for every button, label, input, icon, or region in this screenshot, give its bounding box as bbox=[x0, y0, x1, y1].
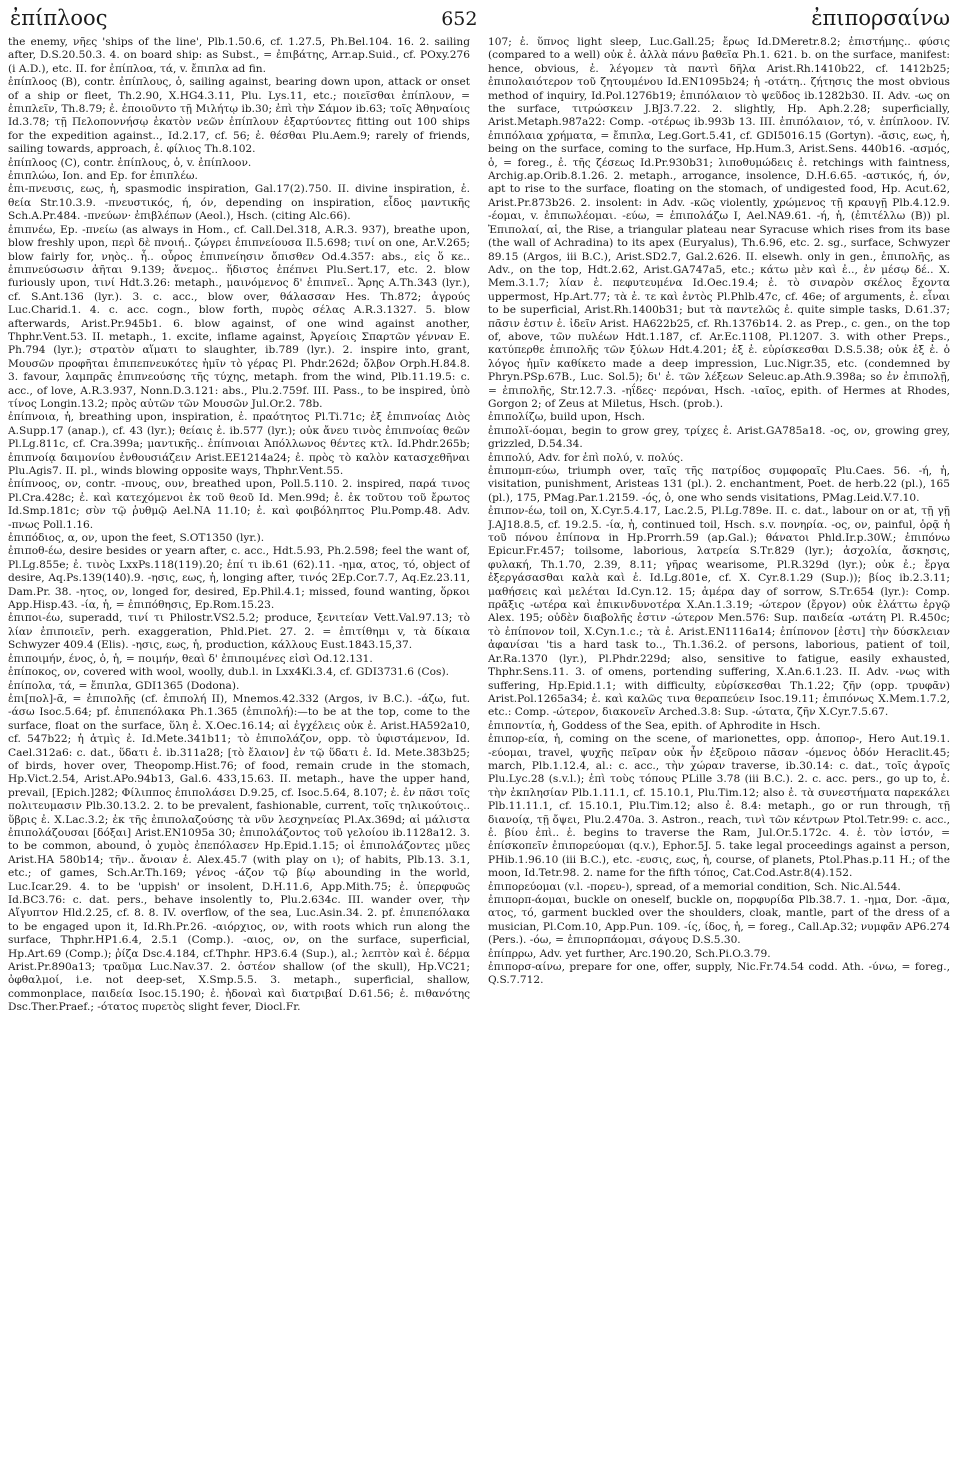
left-column bbox=[8, 36, 470, 1015]
dictionary-entry: ἐπιπορ-εία, ἡ, coming on the scene, of marionettes, opp. ἀποπορ-, Hero Aut.19.1. -εύομαι, travel, ψυχῆς πεῖραν οὐκ ἦν ἐξεῦροιο πᾶσαν -όμενος ὁδόν Heraclit.45; march, Plb.1.12.4, al.: c. acc., τὴν χώραν traverse, ib.30.14: c. dat., τοῖς ἀγροῖς Plu.Lyc.28 (s.v.l.); ἐπὶ τοὺς τόπους PLille 3.78 (iii B.C.). 2. c. acc. pers., go up to, ἐ. τὴν ἐκπλησίαν Plb.1.11.1, cf. 15.10.1, Plu.Tim.12; also ἐ. τὰ συνεστήματα παρεκάλει Plb.11.11.1, cf. 15.10.1, Plu.Tim.12; also ἐ. 8.4: metaph., go or run through, τῇ διανοίᾳ, τῇ ὄψει, Plu.2.470a. 3. Astron., reach, τινὶ τῶν κέντρων Ptol.Tetr.99: c. acc., ἐ. βίου ἐπὶ.. ἐ. begins to traverse the Ram, Jul.Or.5.172c. 4. ἐ. τὸν ἰστόν, = ἐπίσκοπεῖν ἐπιπορεύομαι (q.v.), Ephor.5J. 5. take legal proceedings against a person, PHib.1.96.10 (iii B.C.), etc. -ευσις, εως, ἡ, course, of planets, Ptol.Phas.p.11 H.; of the moon, Id.Tetr.98. 2. name for the fifth τόπος, Cat.Cod.Astr.8(4).152. bbox=[488, 733, 950, 880]
dictionary-entry: ἐπιπορπ-άομαι, buckle on oneself, buckle on, πορφυρίδα Plb.38.7. 1. -ημα, Dor. -ᾶμα, ατος, τό, garment buckled over the shoulders, cloak, mantle, part of the dress of a musician, Pl.Com.10, App.Pun. 109. -ίς, ίδος, ἡ, = foreg., Call.Ap.32; νυμφᾶν AP6.274 (Pers.). -όω, = ἐπιπορπάομαι, σάγους D.S.5.30. bbox=[488, 894, 950, 947]
dictionary-entry: ἐπιποιμήν, ένος, ὁ, ἡ, = ποιμήν, θεαὶ δ' ἐπιποιμένες εἰσὶ Od.12.131. bbox=[8, 652, 373, 665]
dictionary-entry: ἐπιποι-έω, superadd, τινί τι Philostr.VS2.5.2; produce, ξενιτείαν Vett.Val.97.13; τὸ λίαν ἐπιποιεῖν, perh. exaggeration, Phld.Piet. 27. 2. = ἐπιτίθημι v, τὰ δίκαια Schwyzer 409.4 (Elis). -ησις, εως, ἡ, production, κάλλους Eust.1843.15,37. bbox=[8, 612, 470, 652]
dictionary-entry: ἐπιπλώω, Ion. and Ep. for ἐπιπλέω. bbox=[8, 170, 198, 183]
dictionary-entry: ἐπιπνέω, Ep. -πνείω (as always in Hom., cf. Call.Del.318, A.R.3. 937), breathe upon, blow freshly upon, περὶ δὲ πνοιή.. ζώγρει ἐπιπνείουσα Il.5.698; τινί on one, Ar.V.265; blow fairly for, νηὸς.. ἧ.. οὖρος ἐπιπνείησιν ὄπισθεν Od.4.357: abs., εἰς ὅ κε.. ἐπιπνεύσωσιν ἀῆται 9.139; ἄνεμος.. ἥδιστος ἐπέπνει Plu.Sert.17, etc. 2. blow furiously upon, τινί Hdt.3.26: metaph., μαινόμενος δ' ἐπιπνεῖ.. Ἄρης A.Th.343 (lyr.), cf. S.Ant.136 (lyr.). 3. c. acc., blow over, θάλασσαν Hes. Th.872; ἀγρούς Luc.Charid.1. 4. c. acc. cogn., blow forth, πυρὸς σέλας A.R.3.1327. 5. blow afterwards, Arist.Pr.945b1. 6. blow against, of one wind against another, Thphr.Vent.53. II. metaph., 1. excite, inflame against, Ἀργείοις Σπαρτῶν γένναν E. Ph.794 (lyr.); στρατὸν αἵματι to slaughter, ib.789 (lyr.). 2. inspire into, grant, Μουσῶν προφῆται ἐπιπεπνευκότες ἡμῖν τὸ γέρας Pl. Phdr.262d; ὄλβον Orph.H.84.8. 3. favour, λαμπρᾶς ἐπιπνεούσης τῆς τύχης, metaph. from the wind, Plb.11.19.5: c. acc., of love, A.R.3.937, Nonn.D.3.121: abs., Plu.2.759f. III. Pass., to be inspired, ὑπὸ τίνος Longin.13.2; πρὸς αὐτῶν τῶν Μουσῶν Jul.Or.2. 78b. bbox=[8, 223, 470, 410]
dictionary-entry: ἐπιπολῐ-όομαι, begin to grow grey, τρίχες ἐ. Arist.GA785a18. -ος, ον, growing grey, grizzled, D.54.34. bbox=[488, 424, 950, 451]
dictionary-entry: 107; ἐ. ὕπνος light sleep, Luc.Gall.25; ἔρως Id.DMeretr.8.2; ἐπιστήμης.. φύσις (compared to a well) οὐκ ἐ. ἀλλὰ πάνυ βαθεῖα Ph.1. 621. b. on the surface, manifest: hence, obvious, ἐ. λέγομεν τὰ παντὶ δῆλα Arist.Rh.1410b22, cf. 1412b25; ἐπιπολαιότερον τοῦ ζητουμένου Id.EN1095b24; ἡ -οτάτη.. ζήτησις the most obvious method of inquiry, Id.Pol.1276b19; ἐπιπόλαιον τὸ ψεῦδος ib.1282b30. II. Adv. -ως on the surface, τιτρώσκειν J.BJ3.7.22. 2. slightly, Hp. Aph.2.28; superficially, Arist.Metaph.987a22: Comp. -οτέρως ib.993b 13. III. ἐπιπόλαιον, τό, v. ἐπίπλοον. IV. ἐπιπόλαια χρήματα, = ἔπιπλα, Leg.Gort.5.41, cf. GDI5016.15 (Gortyn). -ᾰσις, εως, ἡ, being on the surface, coming to the surface, Hp.Hum.3, Arist.Sens. 440b16. -ασμός, ὁ, = foreg., ἐ. τῆς ζέσεως Id.Pr.930b31; λιποθυμώδεις ἐ. retchings with faintness, Archig.ap.Orib.8.1.26. 2. metaph., arrogance, insolence, D.H.6.65. -αστικός, ή, όν, apt to rise to the surface, floating on the stomach, of undigested food, Hp. Acut.62, Arist.Pr.873b26. 2. insolent: in Adv. -κῶς violently, χρώμενος τῇ κραυγῇ Plb.4.12.9. -έομαι, v. ἐπιπωλέομαι. -εύω, = ἐπιπολάζω I, Ael.NA9.61. -ή, ἡ, (ἐπιτέλλω (B)) pl. Ἐπιπολαί, αἱ, the Rise, a triangular plateau near Syracuse which rises from its base (the wall of Achradina) to its apex (Euryalus), Th.6.96, etc. 2. sg., surface, Schwyzer 89.15 (Argos, iii B.C.), Arist.SD2.7, Gal.2.626. II. elsewh. only in gen., ἐπιπολῆς, as Adv., on the top, Hdt.2.62, Arist.GA747a5, etc.; κάτω μὲν καὶ ἐ.., ἐν μέσῳ δέ.. X. Mem.3.1.7; λίαν ἐ. πεφυτευμένα Id.Oec.19.4; ἐ. τὸ σιναρὸν σκέλος ἔχοντα uppermost, Hp.Art.77; τὰ ἐ. τε καὶ ἐντὸς Pl.Phlb.47c, cf. 46e; of arguments, ἐ. εἶναι to be superficial, Arist.Rh.1400b31; but τὰ παντελῶς ἐ. quite simple tasks, D.61.37; πᾶσιν ἐστιν ἐ. ἰδεῖν Arist. HA622b25, cf. Rh.1376b14. 2. as Prep., c. gen., on the top of, above, τῶν πυλέων Hdt.1.187, cf. Ar.Ec.1108, Pl.1207. 3. with other Preps., κατύπερθε ἐπιπολῆς τῶν ξύλων Hdt.4.201; ἐξ ἐ. εὑρίσκεσθαι D.S.5.38; οὐκ ἐξ ἐ. ὁ λόγος ἡμῖν καθίκετο made a deep impression, Luc.Nigr.35, etc. (condemned by Phryn.PSp.67B., Luc. Sol.5); δι' ἐ. τῶν λέξεων Seleuc.ap.Ath.9.398a; so ἐν ἐπιπολῇ, = ἐπιπολῆς, Str.12.7.3. -ηΐδες· περόναι, Hsch. -ιαῖος, epith. of Hermes at Rhodes, Gorgon 2; of Zeus at Miletus, Hsch. (prob.). bbox=[488, 36, 950, 410]
page-header bbox=[8, 6, 952, 36]
dictionary-entry: ἐπιπομπ-εύω, triumph over, ταῖς τῆς πατρίδος συμφοραῖς Plu.Caes. 56. -ή, ἡ, visitation, punishment, Aristeas 131 (pl.). 2. enchantment, Poet. de herb.22 (pl.), 165 (pl.), 175, PMag.Par.1.2159. -ός, ὁ, one who sends visitations, PMag.Leid.V.7.10. bbox=[488, 465, 950, 504]
right-guideword: ἐπιπορσαίνω bbox=[811, 6, 950, 30]
dictionary-entry: ἐπιπορσ-αίνω, prepare for one, offer, supply, Nic.Fr.74.54 codd. Ath. -ύνω, = foreg., Q.S.7.712. bbox=[488, 961, 950, 987]
dictionary-entry: ἐπίπλοος (B), contr. ἐπίπλους, ὁ, sailing against, bearing down upon, attack or onset of a ship or fleet, Th.2.90, X.HG4.3.11, Plu. Lys.11, etc.; ποιεῖσθαι ἐπίπλουν, = ἐπιπλεῖν, Th.8.79; ἐ. ἐποιοῦντο τῇ Μιλήτῳ ib.30; ἐπὶ τὴν Σάμον ib.63; τοῖς Ἀθηναίοις Id.3.78; τῇ Πελοποννήσῳ ἑκατὸν νεῶν ἐπίπλουν ἐξαρτύοντες fitting out 100 ships for the expedition against.., Id.2.17, cf. 56; ἐ. θέσθαι Plu.Aem.9; rarely of friends, sailing towards, approach, ἐ. φίλιος Th.8.102. bbox=[8, 76, 470, 156]
dictionary-entry: ἐπιπορεύομαι (v.l. -πορευ-), spread, of a memorial condition, Sch. Nic.Al.544. bbox=[488, 880, 901, 893]
right-column bbox=[488, 36, 950, 1015]
dictionary-entry: ἐπίπνοια, ἡ, breathing upon, inspiration, ἐ. πραότητος Pl.Ti.71c; ἐξ ἐπιπνοίας Διὸς A.Supp.17 (anap.), cf. 43 (lyr.); θείαις ἐ. ib.577 (lyr.); οὐκ ἄνευ τινὸς ἐπιπνοίας θεῶν Pl.Lg.811c, cf. Cra.399a; μαντικῆς.. ἐπίπνοιαι Ἀπόλλωνος θέντες κτλ. Id.Phdr.265b; ἐπιπνοίᾳ δαιμονίου ἐνθουσιάζειν Arist.EE1214a24; ἐ. πρὸς τὸ καλὸν κατασχεθῆναι Plu.Agis7. II. pl., winds blowing opposite ways, Thphr.Vent.55. bbox=[8, 411, 470, 477]
dictionary-entry: ἐπιποντία, ἡ, Goddess of the Sea, epith. of Aphrodite in Hsch. bbox=[488, 719, 821, 732]
dictionary-entry: ἐπίπλοος (C), contr. ἐπίπλους, ὁ, v. ἐπίπλοον. bbox=[8, 156, 252, 169]
dictionary-entry: ἐπιποθ-έω, desire besides or yearn after, c. acc., Hdt.5.93, Ph.2.598; feel the want of, Pl.Lg.855e; ἐ. τινὸς LxxPs.118(119).20; ἐπί τι ib.61 (62).11. -ημα, ατος, τό, object of desire, Aq.Ps.139(140).9. -ησις, εως, ἡ, longing after, τινός 2Ep.Cor.7.7, Aq.Ez.23.11, Dam.Pr. 38. -ητος, ον, longed for, desired, Ep.Phil.4.1; missed, found wanting, ὅρκοι App.Hisp.43. -ία, ἡ, = ἐπιπόθησις, Ep.Rom.15.23. bbox=[8, 545, 470, 612]
dictionary-entry: ἐπίπρρω, Adv. yet further, Arc.190.20, Sch.Pi.O.3.79. bbox=[488, 947, 771, 960]
dictionary-entry: ἐπίπνοος, ον, contr. -πνους, ουν, breathed upon, Poll.5.110. 2. inspired, παρά τινος Pl.Cra.428c; ἐ. καὶ κατεχόμενοι ἐκ τοῦ θεοῦ Id. Men.99d; ἐ. ἐκ τοῦτου τοῦ ἔρωτος Id.Smp.181c; σὺν τῷ ῥυθμῷ Ael.NA 11.10; ἐ. καὶ φοιβόληπτος Plu.Pomp.48. Adv. -πνως Poll.1.16. bbox=[8, 478, 470, 531]
dictionary-entry: ἐπι[πολ]-ᾶ, = ἐπιπολῆς (cf. ἐπιπολή II), Mnemos.42.332 (Argos, iv B.C.). -άζω, fut. -άσω Isoc.5.64; pf. ἐπιπεπόλακα Ph.1.365 (ἐπιπολή):—to be at the top, come to the surface, float on the surface, ὕλη ἐ. X.Oec.16.14; αἱ ἐγχέλεις οὐκ ἐ. Arist.HA592a10, cf. 547b22; ἡ ἀτμὶς ἐ. Id.Mete.341b11; τὸ ἐπιπολάζον, opp. τὸ ὑφιστάμενον, Id. Cael.312a6: c. dat., ὕδατι ἐ. ib.311a28; [τὸ ἔλαιον] ἐν τῷ ὕδατι ἐ. Id. Mete.383b25; of birds, hover over, Theopomp.Hist.76; of food, remain crude in the stomach, Hp.Vict.2.54, Arist.APo.94b13, Gal.6. 433,15.63. II. metaph., have the upper hand, prevail, [Epich.]282; Φίλιππος ἐπιπολάσει D.9.25, cf. Isoc.5.64, 8.107; ἐ. ἐν πᾶσι τοῖς πολιτευμασιν Plb.30.13.2. 2. to be prevalent, fashionable, current, τοῖς τηλικούτοις.. ὕβρις ἐ. X.Lac.3.2; ἐκ τῆς ἐπιπολαζούσης τὰ νῦν λεσχηνείας Pl.Ax.369d; αἱ μάλιστα ἐπιπολάζουσαι [δόξαι] Arist.EN1095a 30; ἐπιπολάζοντος τοῦ γελοίου ib.1128a12. 3. to be common, abound, ὁ χυμὸς ἐπεπόλασεν Hp.Epid.1.15; οἱ ἐπιπολάζοντες μῦες Arist.HA 580b14; τῆν.. ἄνοιαν ἐ. Alex.45.7 (with play on ι); of habits, Plb.13. 3.1, etc.; of games, Sch.Ar.Th.169; γένος -άζον τῷ βίῳ abounding in the world, Luc.Icar.29. 4. to be 'uppish' or insolent, D.H.11.6, App.Mith.75; ἐ. ὑπερφυῶς Id.BC3.76: c. dat. pers., behave insolently to, Plu.2.634c. III. wander over, τὴν Αἴγυπτον Hld.2.25, cf. 8. 8. IV. overflow, of the sea, Luc.Asin.34. 2. pf. ἐπιπεπόλακα to be engaged upon it, Id.Rh.Pr.26. -αιόρχιος, ον, with roots which run along the surface, Thphr.HP1.6.4, 2.5.1 (Comp.). -αιος, ον, on the surface, superficial, Hp.Art.69 (Comp.); ῥίζα Dsc.4.184, cf.Thphr. HP3.6.4 (Sup.), al.; λεπτὸν καὶ ἐ. δέρμα Arist.Pr.890a13; τραῦμα Luc.Nav.37. 2. ὀστέον shallow (of the skull), Hp.VC21; ὀφθαλμοί, i.e. not deep-set, X.Smp.5.5. 3. metaph., superficial, shallow, commonplace, παιδεία Isoc.15.190; ἐ. ἡδοναὶ καὶ διατριβαί D.61.56; ἐ. πιθανότης Dsc.Ther.Praef.; -ότατος πυρετὸς slight fever, Diocl.Fr. bbox=[8, 692, 470, 1014]
page-number: 652 bbox=[441, 8, 478, 30]
left-guideword: ἐπίπλοος bbox=[10, 6, 108, 30]
dictionary-entry: ἐπι-πνευσις, εως, ἡ, spasmodic inspiration, Gal.17(2).750. II. divine inspiration, ἐ. θεία Str.10.3.9. -πνευστικός, ή, όν, depending on inspiration, εἶδος μαντικῆς Sch.A.Pr.484. -πνεύων· ἐπιβλέπων (Aeol.), Hsch. (citing Alc.66). bbox=[8, 183, 470, 223]
dictionary-entry: the enemy, νῆες 'ships of the line', Plb.1.50.6, cf. 1.27.5, Ph.Bel.104. 16. 2. sailing after, D.S.20.50.3. 4. on board ship: as Subst., = ἐπιβάτης, Arr.ap.Suid., cf. POxy.276 (i A.D.), etc. II. for ἐπίπλοα, τά, v. ἔπιπλα ad fin. bbox=[8, 36, 470, 75]
dictionary-entry: ἐπίπολα, τά, = ἔπιπλα, GDI1365 (Dodona). bbox=[8, 679, 240, 692]
two-column-body bbox=[8, 36, 952, 1015]
dictionary-entry: ἐπιπολίζω, build upon, Hsch. bbox=[488, 411, 645, 424]
dictionary-entry: ἐπιπον-έω, toil on, X.Cyr.5.4.17, Lac.2.5, Pl.Lg.789e. II. c. dat., labour on or at, τῇ γῇ J.AJ18.8.5, cf. 19.2.5. -ία, ἡ, continued toil, Hsch. s.v. πονηρία. -ος, ον, painful, ὁρᾷ ἡ τοῦ πόνου ἐπίπονα in Hp.Prorrh.59 (ap.Gal.); θάνατοι Phld.Ir.p.30W.; ἐπιπόνω Epicur.Fr.457; toilsome, laborious, λατρεία S.Tr.829 (lyr.); ἀσχολία, ἄσκησις, φυλακή, Th.1.70, 2.39, 8.11; γῆρας wearisome, Pl.R.329d (lyr.); οὐκ ἐ.; ἔργα ἐξεργάσασθαι καλὰ καὶ ἐ. Id.Lg.801e, cf. X. Cyr.8.1.29 (Sup.)); βίος ib.2.3.11; μαθήσεις καὶ μελέται Id.Cyn.12. 15; ἁμέρα day of sorrow, S.Tr.654 (lyr.): Comp. πρᾶξις -ωτέρα καὶ ἐπικινδυνοτέρα X.An.1.3.19; -ώτερον (ἔργον) οὐκ ἐλάττω ἐργῷ Alex. 195; οὐδὲν διαβολῆς ἐστιν -ώτερον Men.576: Sup. παιδεία -ωτάτη Pl. R.450c; τὸ ἐπίπονον toil, X.Cyn.1.c.; τὰ ἐ. Arist.EN1116a14; ἐπίπονον [ἐστι] τὴν δύσκλειαν ἀφανίσαι 'tis a hard task to.., Th.1.36.2. of persons, laborious, patient of toil, Ar.Ra.1370 (lyr.), Pl.Phdr.229d; also, sensitive to fatigue, easily exhausted, Thphr.Sens.11. 3. of omens, portending suffering, X.An.6.1.23. II. Adv. -νως with suffering, Hp.Epid.1.1; with difficulty, εὑρίσκεσθαι Th.1.22; ζῆν (opp. τρυφᾶν) Arist.Pol.1265a34; ἐ. καὶ καλῶς τινα θεραπεύειν Isoc.19.11; ἐπιπόνως X.Mem.1.7.2, etc.: Comp. -ώτερον, διακονεῖν Arched.3.8: Sup. -ώτατα, ζῆν X.Cyr.7.5.67. bbox=[488, 505, 950, 719]
dictionary-entry: ἐπιπόδιος, α, ον, upon the feet, S.OT1350 (lyr.). bbox=[8, 532, 265, 545]
dictionary-entry: ἐπιπολύ, Adv. for ἐπὶ πολύ, v. πολύς. bbox=[488, 451, 684, 464]
dictionary-entry: ἐπίποκος, ον, covered with wool, woolly, dub.l. in Lxx4Ki.3.4, cf. GDI3731.6 (Cos). bbox=[8, 666, 449, 679]
